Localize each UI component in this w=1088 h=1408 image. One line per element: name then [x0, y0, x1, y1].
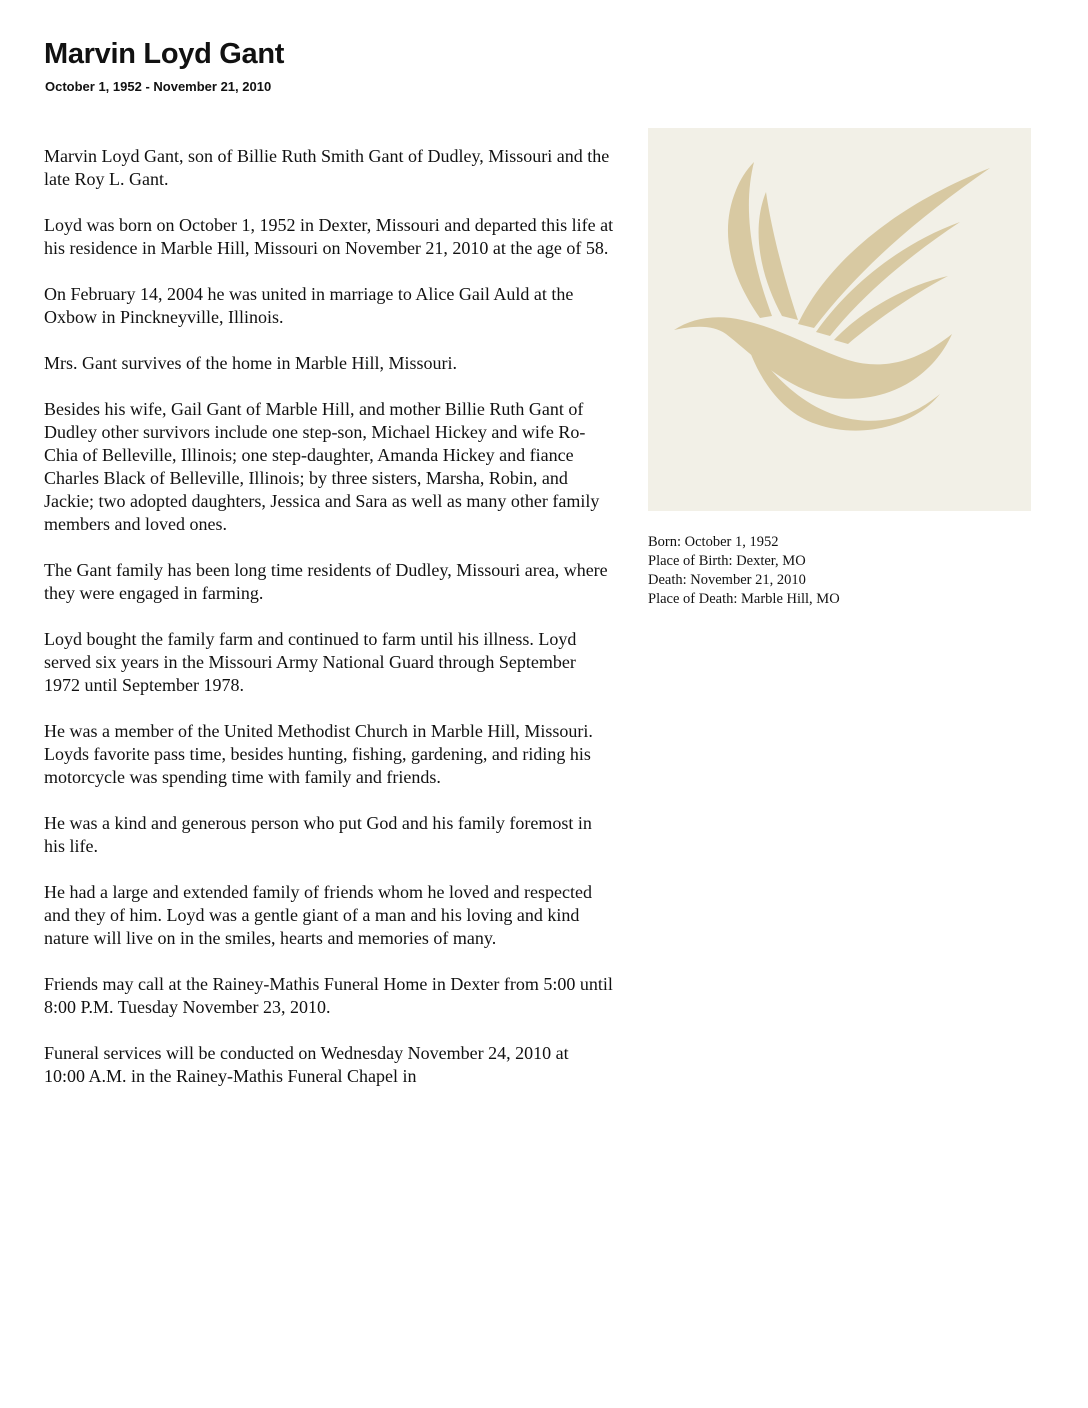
paragraph: Marvin Loyd Gant, son of Billie Ruth Smith Gant of Dudley, Missouri and the late Roy L. Gant.: [44, 146, 610, 189]
paragraph: He had a large and extended family of friends whom he loved and respected and they of him. Loyd was a gentle giant of a man and his loving and kind nature will live on in the smiles, hearts and memories of many.: [44, 882, 592, 948]
born-date: Born: October 1, 1952: [648, 534, 779, 550]
vital-facts: [648, 533, 1028, 609]
dove-artwork: [648, 128, 1031, 511]
paragraph: On February 14, 2004 he was united in marriage to Alice Gail Auld at the Oxbow in Pinckneyville, Illinois.: [44, 284, 574, 327]
paragraph: Mrs. Gant survives of the home in Marble Hill, Missouri.: [44, 353, 457, 373]
place-of-birth: Place of Birth: Dexter, MO: [648, 553, 806, 569]
paragraph: He was a member of the United Methodist Church in Marble Hill, Missouri. Loyds favorite pass time, besides hunting, fishing, gardening, and riding his motorcycle was spending time with family and friends.: [44, 721, 593, 787]
life-dates: October 1, 1952 - November 21, 2010: [45, 79, 272, 94]
dove-icon: [648, 128, 1031, 511]
paragraph: The Gant family has been long time residents of Dudley, Missouri area, where they were engaged in farming.: [44, 560, 608, 603]
paragraph: Loyd was born on October 1, 1952 in Dexter, Missouri and departed this life at his residence in Marble Hill, Missouri on November 21, 2010 at the age of 58.: [44, 215, 614, 258]
death-date: Death: November 21, 2010: [648, 572, 806, 588]
obituary-name: Marvin Loyd Gant: [44, 38, 285, 70]
obituary-text: [44, 145, 614, 1088]
place-of-death: Place of Death: Marble Hill, MO: [648, 591, 840, 607]
paragraph: Friends may call at the Rainey-Mathis Funeral Home in Dexter from 5:00 until 8:00 P.M. Tuesday November 23, 2010.: [44, 974, 613, 1017]
paragraph: Funeral services will be conducted on Wednesday November 24, 2010 at 10:00 A.M. in the Rainey-Mathis Funeral Chapel in: [44, 1043, 569, 1086]
paragraph: Loyd bought the family farm and continued to farm until his illness. Loyd served six years in the Missouri Army National Guard through September 1972 until September 1978.: [44, 629, 577, 695]
paragraph: He was a kind and generous person who put God and his family foremost in his life.: [44, 813, 592, 856]
paragraph: Besides his wife, Gail Gant of Marble Hill, and mother Billie Ruth Gant of Dudley other survivors include one step-son, Michael Hickey and wife Ro-Chia of Belleville, Illinois; one step-daughter, Amanda Hickey and fiance Charles Black of Belleville, Illinois; by three sisters, Marsha, Robin, and Jackie; two adopted daughters, Jessica and Sara as well as many other family members and loved ones.: [44, 399, 600, 534]
